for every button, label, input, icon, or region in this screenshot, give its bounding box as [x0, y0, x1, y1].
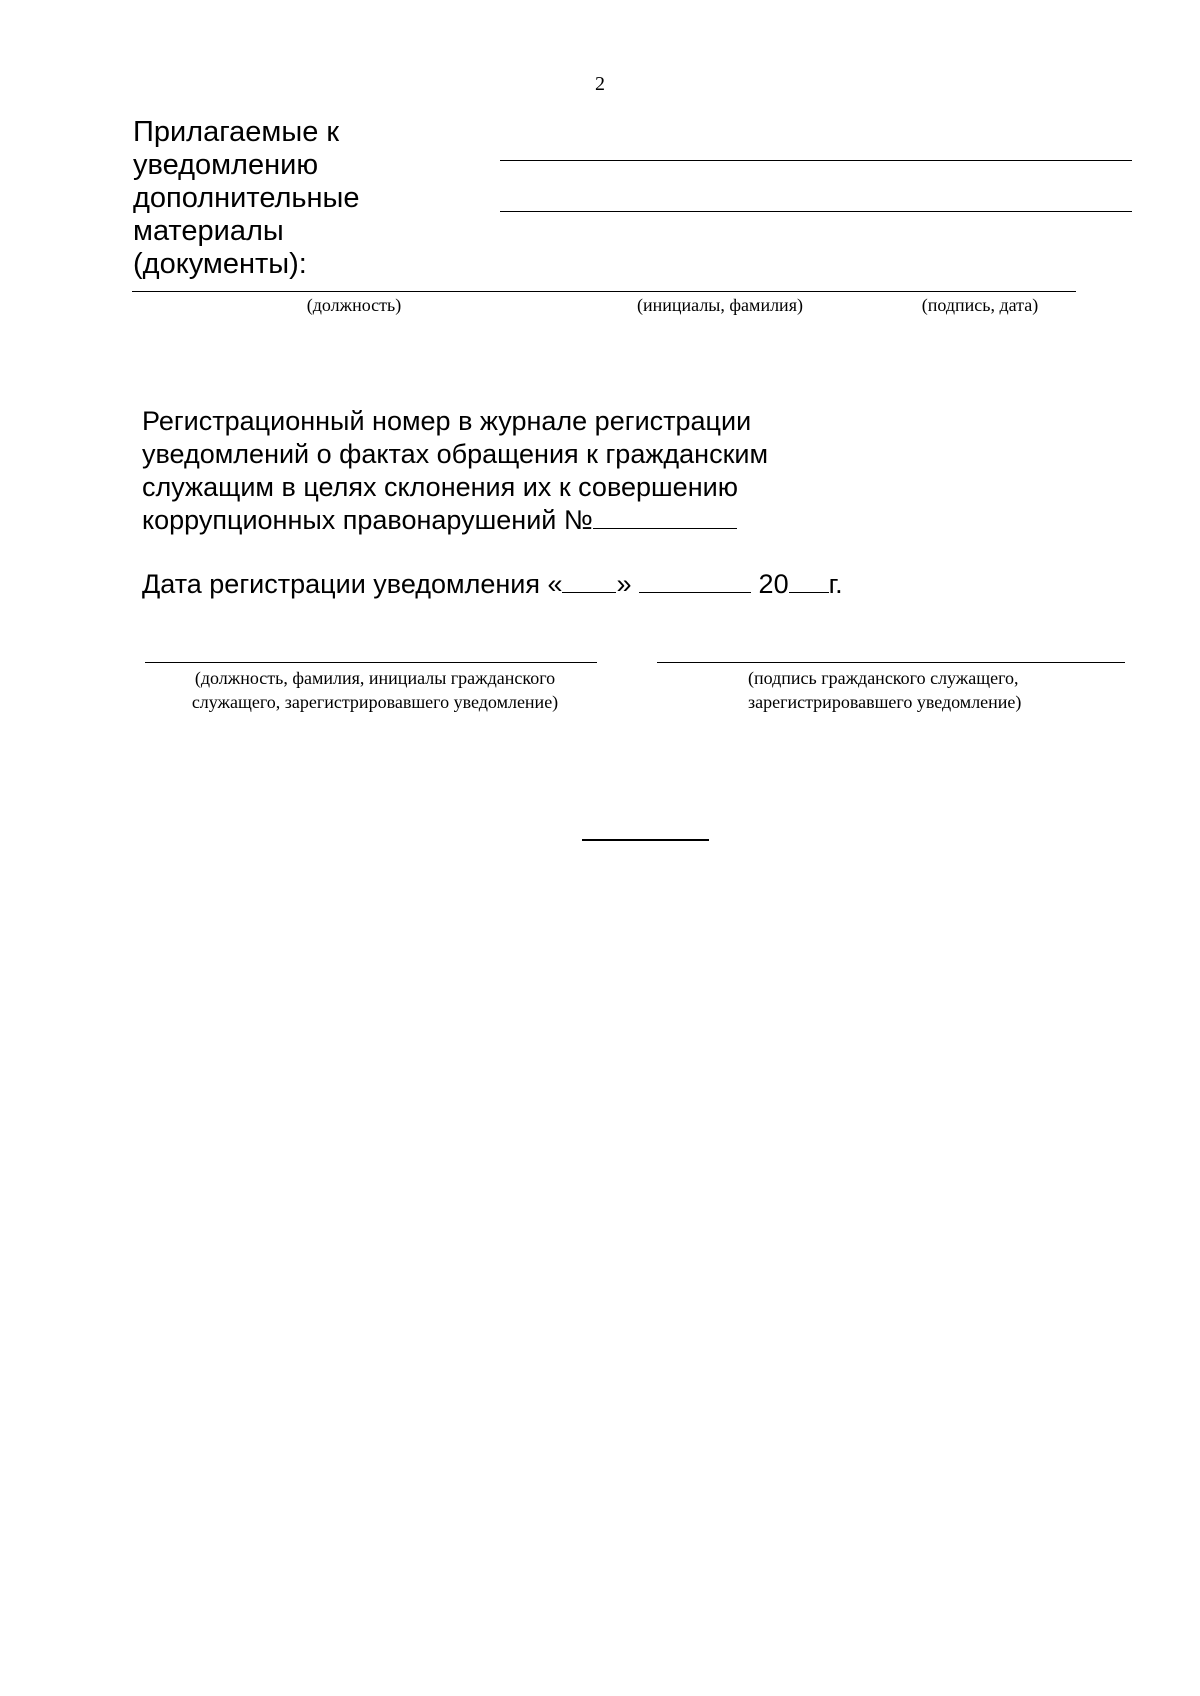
registration-number-field[interactable]: [593, 504, 737, 529]
registration-line: Регистрационный номер в журнале регистрации: [142, 406, 752, 436]
registrar-signature-caption-line: (подпись гражданского служащего,: [748, 668, 1019, 688]
attachments-label-line: (документы):: [133, 248, 307, 280]
registration-line: служащим в целях склонения их к совершению: [142, 472, 738, 502]
registration-date-label: Дата регистрации уведомления «: [142, 569, 563, 599]
registrar-signature-line: [657, 662, 1125, 663]
date-year-field[interactable]: [789, 568, 829, 593]
caption-position: (должность): [306, 295, 402, 315]
registrar-signature-caption-line: зарегистрировавшего уведомление): [748, 692, 1022, 712]
year-prefix: 20: [758, 569, 789, 599]
attachments-label-line: Прилагаемые к уведомлению: [133, 116, 340, 181]
registrar-name-line: [145, 662, 597, 663]
registrar-signature-caption: [748, 666, 1128, 714]
registration-line: уведомлений о фактах обращения к гражданским: [142, 439, 769, 469]
page-number: 2: [595, 73, 605, 95]
attachments-label: [133, 116, 503, 281]
registration-block: [142, 405, 942, 537]
registrar-name-caption-line: служащего, зарегистрировавшего уведомление): [191, 692, 559, 712]
caption-initials-surname: (инициалы, фамилия): [637, 295, 803, 315]
end-separator: [582, 839, 709, 841]
attachments-label-line: дополнительные материалы: [133, 182, 360, 247]
registrar-name-caption-line: (должность, фамилия, инициалы гражданского: [194, 668, 556, 688]
registration-date-line: [142, 568, 843, 601]
date-month-field[interactable]: [639, 568, 751, 593]
caption-signature-date: (подпись, дата): [921, 295, 1039, 315]
date-day-field[interactable]: [562, 568, 616, 593]
registration-number-label: коррупционных правонарушений №: [142, 505, 593, 535]
date-close-quote: »: [616, 569, 632, 599]
year-suffix: г.: [828, 569, 843, 599]
registration-number-line: [142, 504, 942, 537]
attachments-blank-line-2: [500, 211, 1132, 212]
registrar-name-caption: [150, 666, 600, 714]
attachments-blank-line-1: [500, 160, 1132, 161]
signature-row-line: [132, 291, 1076, 292]
